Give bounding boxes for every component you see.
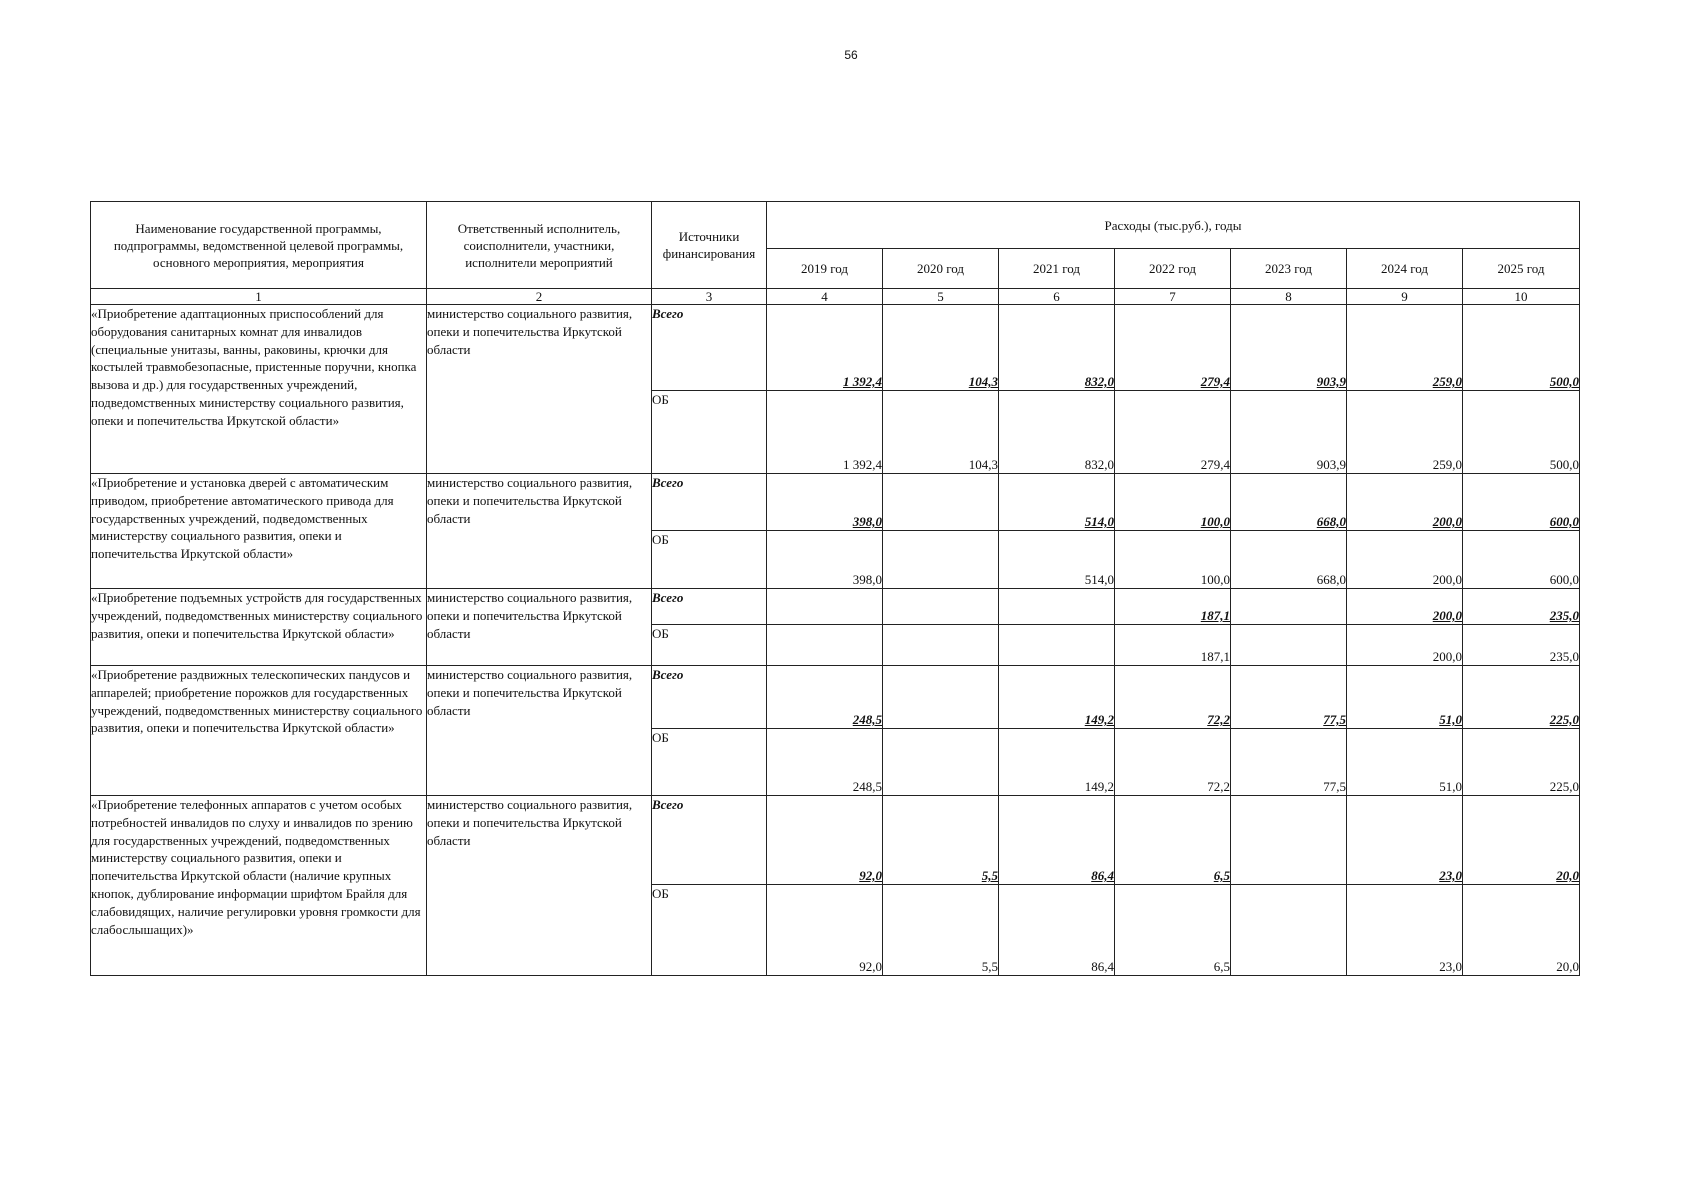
header-year: 2020 год [883, 249, 999, 289]
measure-name: «Приобретение телефонных аппаратов с учетом особых потребностей инвалидов по слуху и инвалидов по зрению для государственных учреждений, подведомственных министерству социального развития, опеки и попечительства Иркутской области (наличие крупных кнопок, дублирование информации шрифтом Брайля для слабовидящих, наличие регулировки уровня громкости для слабослышащих)» [91, 796, 427, 976]
value-total: 187,1 [1115, 589, 1231, 625]
measure-name: «Приобретение и установка дверей с автоматическим приводом, приобретение автоматического привода для государственных учреждений, подведомственных министерству социального развития, опеки и попечительства Иркутской области» [91, 474, 427, 589]
table-row-total [91, 666, 1580, 729]
column-number: 10 [1463, 289, 1580, 305]
value-ob: 149,2 [999, 729, 1115, 796]
value-ob [1231, 625, 1347, 666]
value-total: 20,0 [1463, 796, 1580, 885]
value-total: 200,0 [1347, 589, 1463, 625]
table-row-total [91, 796, 1580, 885]
value-total: 600,0 [1463, 474, 1580, 531]
value-total: 51,0 [1347, 666, 1463, 729]
executor: министерство социального развития, опеки и попечительства Иркутской области [427, 666, 652, 796]
source-total-label: Всего [652, 305, 767, 391]
source-total-label: Всего [652, 796, 767, 885]
value-ob: 832,0 [999, 391, 1115, 474]
source-ob-label: ОБ [652, 885, 767, 976]
executor: министерство социального развития, опеки и попечительства Иркутской области [427, 474, 652, 589]
value-total: 832,0 [999, 305, 1115, 391]
value-ob: 20,0 [1463, 885, 1580, 976]
value-ob: 200,0 [1347, 625, 1463, 666]
measure-name: «Приобретение адаптационных приспособлений для оборудования санитарных комнат для инвалидов (специальные унитазы, ванны, раковины, крючки для костылей травмобезопасные, пристенные поручни, кнопка вызова и др.) для государственных учреждений, подведомственных министерству социального развития, опеки и попечительства Иркутской области» [91, 305, 427, 474]
value-total: 23,0 [1347, 796, 1463, 885]
header-row [91, 202, 1580, 249]
value-total [767, 589, 883, 625]
value-total: 104,3 [883, 305, 999, 391]
executor: министерство социального развития, опеки и попечительства Иркутской области [427, 589, 652, 666]
value-ob: 100,0 [1115, 531, 1231, 589]
value-ob [883, 625, 999, 666]
value-ob: 279,4 [1115, 391, 1231, 474]
table-row-total [91, 305, 1580, 391]
column-number: 5 [883, 289, 999, 305]
table-row-total [91, 474, 1580, 531]
budget-table [90, 201, 1580, 976]
value-total: 279,4 [1115, 305, 1231, 391]
source-ob-label: ОБ [652, 729, 767, 796]
header-year: 2023 год [1231, 249, 1347, 289]
column-number: 9 [1347, 289, 1463, 305]
header-year: 2025 год [1463, 249, 1580, 289]
value-total: 5,5 [883, 796, 999, 885]
value-ob: 248,5 [767, 729, 883, 796]
value-total: 72,2 [1115, 666, 1231, 729]
value-ob: 104,3 [883, 391, 999, 474]
column-number: 4 [767, 289, 883, 305]
value-total [883, 666, 999, 729]
value-ob: 86,4 [999, 885, 1115, 976]
value-total: 903,9 [1231, 305, 1347, 391]
value-total: 500,0 [1463, 305, 1580, 391]
header-year: 2019 год [767, 249, 883, 289]
value-ob: 235,0 [1463, 625, 1580, 666]
value-total [883, 474, 999, 531]
value-ob: 5,5 [883, 885, 999, 976]
source-ob-label: ОБ [652, 391, 767, 474]
value-ob: 51,0 [1347, 729, 1463, 796]
header-expenses: Расходы (тыс.руб.), годы [767, 202, 1580, 249]
value-total: 248,5 [767, 666, 883, 729]
value-ob [999, 625, 1115, 666]
value-total: 1 392,4 [767, 305, 883, 391]
value-ob: 668,0 [1231, 531, 1347, 589]
value-total: 100,0 [1115, 474, 1231, 531]
value-ob: 72,2 [1115, 729, 1231, 796]
column-number: 3 [652, 289, 767, 305]
table-row-total [91, 589, 1580, 625]
value-total: 398,0 [767, 474, 883, 531]
value-ob: 92,0 [767, 885, 883, 976]
value-total [883, 589, 999, 625]
executor: министерство социального развития, опеки и попечительства Иркутской области [427, 796, 652, 976]
value-ob: 600,0 [1463, 531, 1580, 589]
value-ob: 500,0 [1463, 391, 1580, 474]
value-ob: 6,5 [1115, 885, 1231, 976]
value-ob: 398,0 [767, 531, 883, 589]
header-funding-source: Источники финансирования [652, 202, 767, 289]
value-ob [883, 729, 999, 796]
source-ob-label: ОБ [652, 625, 767, 666]
value-total: 514,0 [999, 474, 1115, 531]
value-ob: 187,1 [1115, 625, 1231, 666]
value-total: 92,0 [767, 796, 883, 885]
value-ob [767, 625, 883, 666]
source-total-label: Всего [652, 589, 767, 625]
value-total [1231, 796, 1347, 885]
value-ob: 77,5 [1231, 729, 1347, 796]
value-total: 200,0 [1347, 474, 1463, 531]
value-total: 86,4 [999, 796, 1115, 885]
measure-name: «Приобретение подъемных устройств для государственных учреждений, подведомственных министерству социального развития, опеки и попечительства Иркутской области» [91, 589, 427, 666]
executor: министерство социального развития, опеки и попечительства Иркутской области [427, 305, 652, 474]
header-year: 2024 год [1347, 249, 1463, 289]
value-total: 6,5 [1115, 796, 1231, 885]
value-ob: 23,0 [1347, 885, 1463, 976]
column-number: 7 [1115, 289, 1231, 305]
value-ob: 903,9 [1231, 391, 1347, 474]
value-ob: 225,0 [1463, 729, 1580, 796]
page-number: 56 [844, 48, 858, 62]
value-ob [1231, 885, 1347, 976]
value-ob: 200,0 [1347, 531, 1463, 589]
header-executor: Ответственный исполнитель, соисполнители, участники, исполнители мероприятий [427, 202, 652, 289]
value-total: 259,0 [1347, 305, 1463, 391]
value-ob: 259,0 [1347, 391, 1463, 474]
source-ob-label: ОБ [652, 531, 767, 589]
value-ob: 1 392,4 [767, 391, 883, 474]
source-total-label: Всего [652, 474, 767, 531]
column-number: 8 [1231, 289, 1347, 305]
value-total: 77,5 [1231, 666, 1347, 729]
value-total: 235,0 [1463, 589, 1580, 625]
column-number: 2 [427, 289, 652, 305]
value-total: 225,0 [1463, 666, 1580, 729]
header-year: 2022 год [1115, 249, 1231, 289]
header-year: 2021 год [999, 249, 1115, 289]
value-total: 149,2 [999, 666, 1115, 729]
value-ob: 514,0 [999, 531, 1115, 589]
value-total: 668,0 [1231, 474, 1347, 531]
value-total [999, 589, 1115, 625]
source-total-label: Всего [652, 666, 767, 729]
value-ob [883, 531, 999, 589]
header-program-name: Наименование государственной программы, подпрограммы, ведомственной целевой программы, основного мероприятия, мероприятия [91, 202, 427, 289]
column-number: 6 [999, 289, 1115, 305]
column-number: 1 [91, 289, 427, 305]
measure-name: «Приобретение раздвижных телескопических пандусов и аппарелей; приобретение порожков для государственных учреждений, подведомственных министерству социального развития, опеки и попечительства Иркутской области» [91, 666, 427, 796]
column-numbers-row [91, 289, 1580, 305]
value-total [1231, 589, 1347, 625]
